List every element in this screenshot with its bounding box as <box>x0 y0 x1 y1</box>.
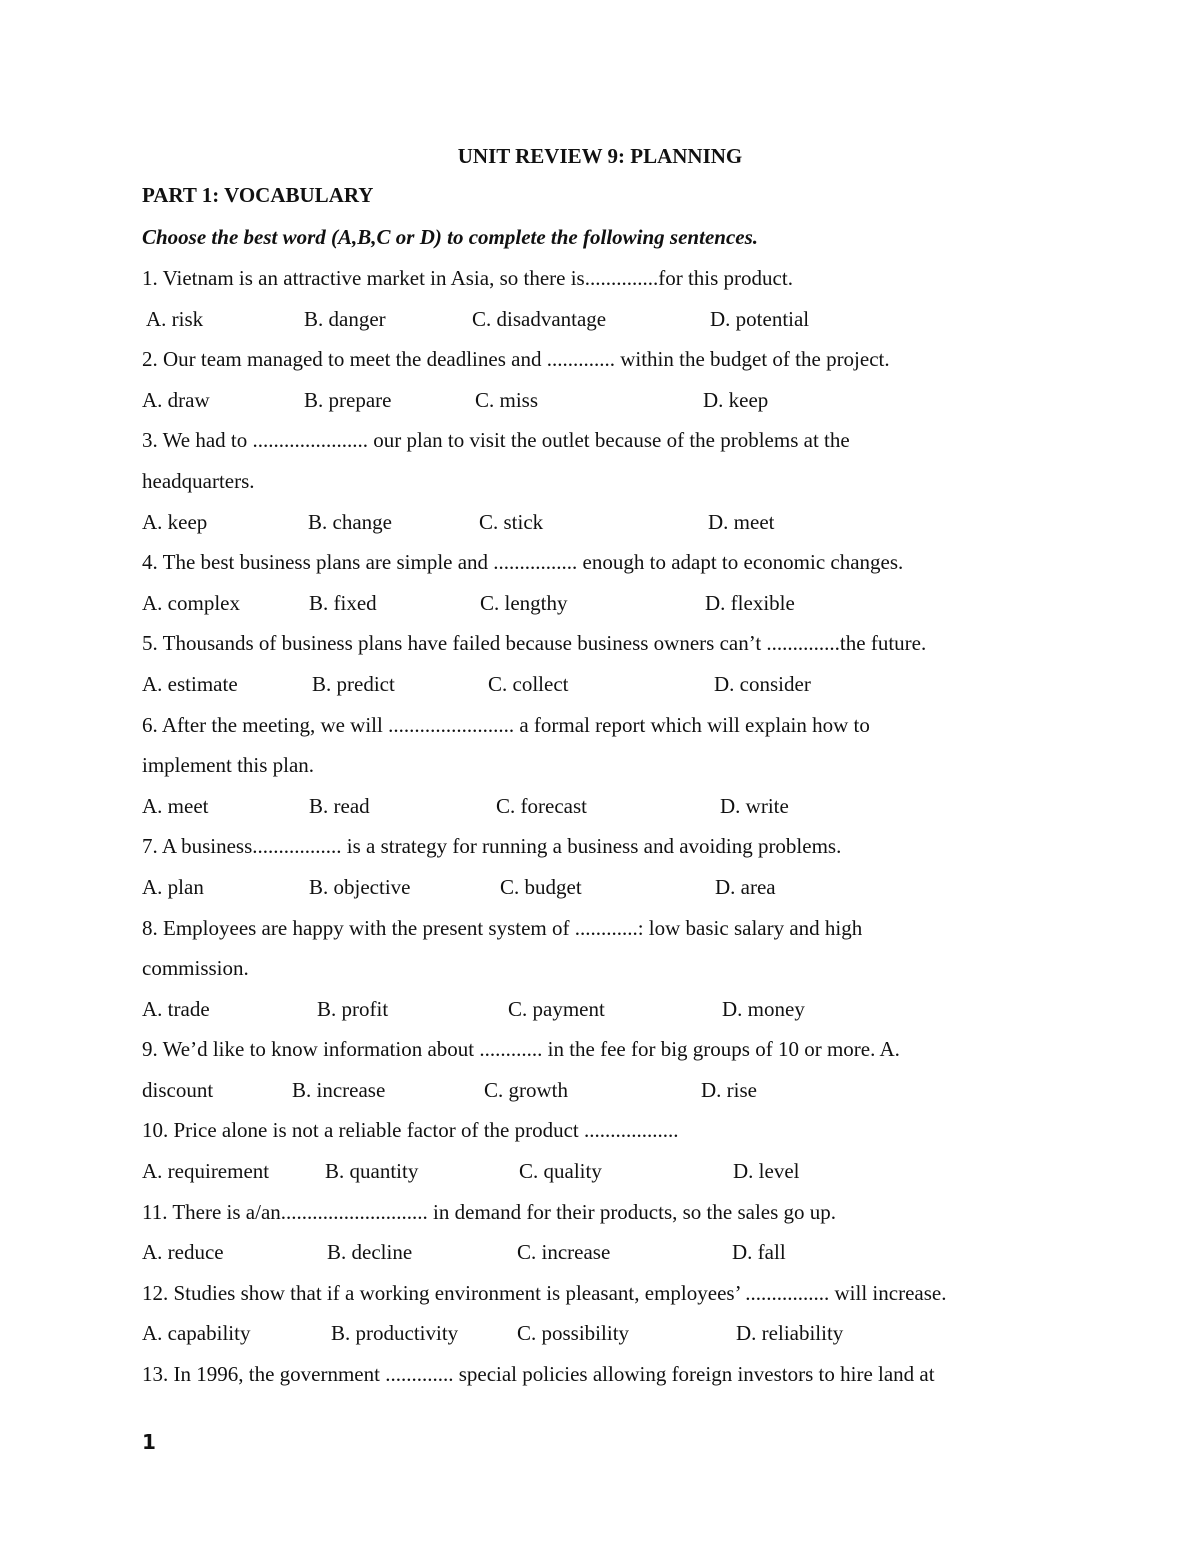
answer-option: B. decline <box>327 1240 413 1265</box>
answer-option: B. change <box>308 509 392 534</box>
page-number: 1 <box>142 1430 156 1454</box>
question-line: 12. Studies show that if a working environment is pleasant, employees’ ................ will increase. <box>142 1280 947 1305</box>
question-line: 3. We had to ...................... our plan to visit the outlet because of the problems at the <box>142 428 850 453</box>
answer-option: D. flexible <box>705 590 795 615</box>
options-row <box>142 299 1062 340</box>
answer-option: B. quantity <box>325 1159 419 1184</box>
answer-option: A. trade <box>142 996 210 1021</box>
answer-option: D. rise <box>701 1077 757 1102</box>
answer-option: C. collect <box>488 671 569 696</box>
answer-option: B. predict <box>312 671 395 696</box>
answer-option: C. miss <box>475 387 539 412</box>
options-row <box>142 664 1062 705</box>
answer-option: B. profit <box>317 996 389 1021</box>
page-title: UNIT REVIEW 9: PLANNING <box>457 144 743 168</box>
answer-option: D. consider <box>714 671 811 696</box>
answer-option: C. lengthy <box>480 590 568 615</box>
options-row <box>142 380 1062 421</box>
question-line: 9. We’d like to know information about ............ in the fee for big groups of 10 or more. A. <box>142 1037 900 1062</box>
question-line: 11. There is a/an............................ in demand for their products, so the sales go up. <box>142 1199 837 1224</box>
answer-option: D. money <box>722 996 805 1021</box>
answer-option: A. plan <box>142 874 204 899</box>
question-line: commission. <box>142 956 249 981</box>
question-line: 5. Thousands of business plans have failed because business owners can’t ..............the future. <box>142 631 927 656</box>
answer-option: C. forecast <box>496 793 587 818</box>
answer-option: D. fall <box>732 1240 786 1265</box>
answer-option: C. payment <box>508 996 605 1021</box>
options-row <box>142 1313 1062 1354</box>
answer-option: D. area <box>715 874 776 899</box>
answer-option: A. keep <box>142 509 208 534</box>
instruction: Choose the best word (A,B,C or D) to complete the following sentences. <box>142 225 759 249</box>
answer-option: A. meet <box>142 793 209 818</box>
options-row <box>142 1070 1062 1111</box>
answer-option: B. objective <box>309 874 411 899</box>
answer-option: A. reduce <box>142 1240 224 1265</box>
answer-option: B. read <box>309 793 370 818</box>
question-line: implement this plan. <box>142 753 315 778</box>
answer-option: A. draw <box>142 387 210 412</box>
answer-option: discount <box>142 1077 214 1102</box>
question-list <box>142 258 1062 1395</box>
question-line: 8. Employees are happy with the present system of ............: low basic salary and high <box>142 915 863 940</box>
question-line: 1. Vietnam is an attractive market in Asia, so there is..............for this product. <box>142 266 793 290</box>
answer-option: D. write <box>720 793 789 818</box>
answer-option: C. possibility <box>517 1321 630 1346</box>
answer-option: B. increase <box>292 1077 386 1102</box>
options-row <box>142 583 1062 624</box>
answer-option: B. danger <box>304 306 386 331</box>
question-line: 2. Our team managed to meet the deadlines and ............. within the budget of the project. <box>142 347 890 372</box>
question-line: 7. A business................. is a strategy for running a business and avoiding problems. <box>142 834 842 859</box>
options-row <box>142 989 1062 1030</box>
answer-option: A. estimate <box>142 671 238 696</box>
answer-option: A. complex <box>142 590 240 615</box>
answer-option: D. reliability <box>736 1321 844 1346</box>
answer-option: C. increase <box>517 1240 611 1265</box>
answer-option: A. risk <box>146 306 204 331</box>
answer-option: B. fixed <box>309 590 377 615</box>
options-row <box>142 867 1062 908</box>
options-row <box>142 1232 1062 1273</box>
question-line: 10. Price alone is not a reliable factor of the product .................. <box>142 1118 679 1143</box>
options-row <box>142 1151 1062 1192</box>
part-heading: PART 1: VOCABULARY <box>142 183 374 207</box>
answer-option: C. stick <box>479 509 544 534</box>
answer-option: C. growth <box>484 1077 568 1102</box>
answer-option: D. keep <box>703 387 769 412</box>
options-row <box>142 502 1062 543</box>
answer-option: B. productivity <box>331 1321 459 1346</box>
question-line: 4. The best business plans are simple and ................ enough to adapt to economic changes. <box>142 550 904 575</box>
answer-option: D. level <box>733 1159 800 1184</box>
question-line: 6. After the meeting, we will ........................ a formal report which will explain how to <box>142 712 870 737</box>
answer-option: A. capability <box>142 1321 251 1346</box>
answer-option: B. prepare <box>304 387 392 412</box>
answer-option: D. meet <box>708 509 775 534</box>
answer-option: D. potential <box>710 306 810 331</box>
question-line: 13. In 1996, the government ............. special policies allowing foreign investors to hire land at <box>142 1362 935 1387</box>
answer-option: A. requirement <box>142 1159 270 1184</box>
question-line: headquarters. <box>142 468 255 493</box>
answer-option: C. quality <box>519 1159 602 1184</box>
options-row <box>142 786 1062 827</box>
answer-option: C. budget <box>500 874 582 899</box>
answer-option: C. disadvantage <box>472 306 607 331</box>
